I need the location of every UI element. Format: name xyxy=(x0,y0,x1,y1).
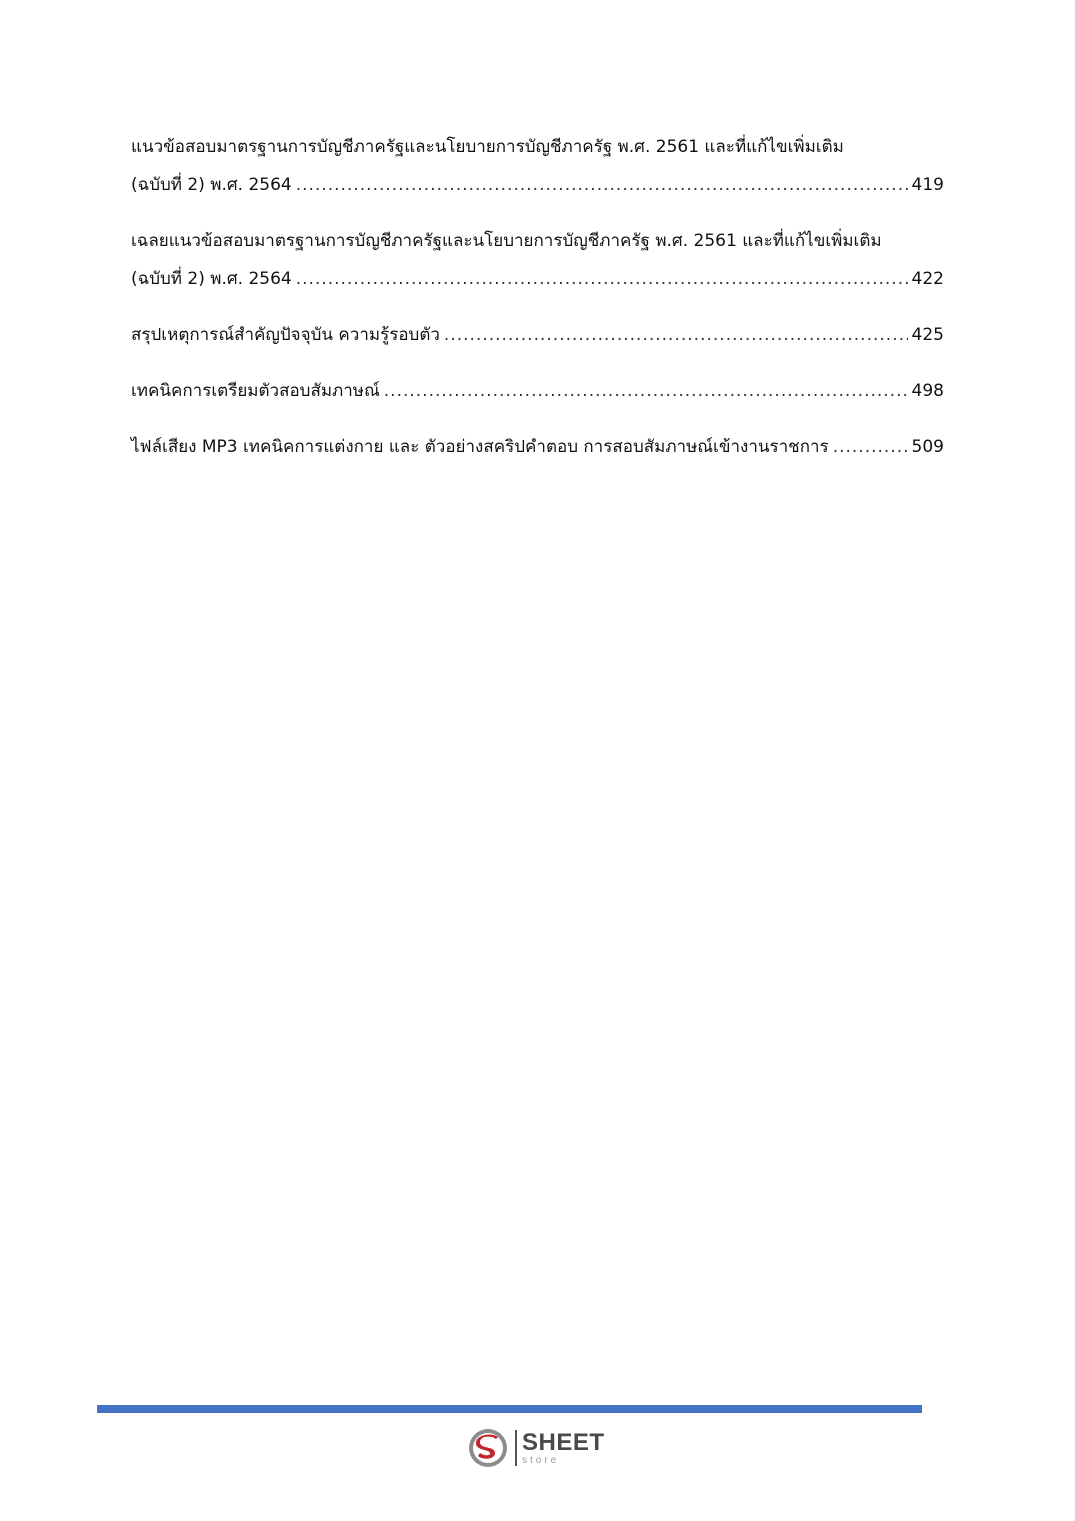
sheet-store-logo xyxy=(467,1425,617,1471)
toc-entry[interactable] xyxy=(131,428,944,466)
logo-divider xyxy=(515,1430,517,1466)
toc-entry-title-line: เฉลยแนวข้อสอบมาตรฐานการบัญชีภาครัฐและนโยบายการบัญชีภาครัฐ พ.ศ. 2561 และที่แก้ไขเพิ่มเติม xyxy=(131,231,882,251)
toc-entry[interactable] xyxy=(131,222,944,298)
table-of-contents xyxy=(131,128,944,484)
toc-page-number: 509 xyxy=(911,437,944,457)
toc-entry-title-line: ไฟล์เสียง MP3 เทคนิคการแต่งกาย และ ตัวอย่างสคริปคำตอบ การสอบสัมภาษณ์เข้างานราชการ xyxy=(131,437,829,457)
toc-dot-leader xyxy=(296,166,908,204)
toc-dot-leader xyxy=(833,428,908,466)
footer-divider-bar xyxy=(97,1405,922,1413)
toc-dot-leader xyxy=(384,372,908,410)
toc-entry-title-line: (ฉบับที่ 2) พ.ศ. 2564 xyxy=(131,175,292,195)
toc-entry-title-line: สรุปเหตุการณ์สำคัญปัจจุบัน ความรู้รอบตัว xyxy=(131,325,440,345)
toc-entry-last-line xyxy=(131,316,944,354)
toc-entry-title-line: เทคนิคการเตรียมตัวสอบสัมภาษณ์ xyxy=(131,381,380,401)
toc-entry-last-line xyxy=(131,428,944,466)
toc-page-number: 419 xyxy=(911,175,944,195)
toc-dot-leader xyxy=(296,260,908,298)
toc-entry-last-line xyxy=(131,372,944,410)
toc-page-number: 498 xyxy=(911,381,944,401)
logo-wordmark xyxy=(522,1428,605,1466)
logo-name: SHEET xyxy=(522,1428,605,1456)
toc-entry-title-line: แนวข้อสอบมาตรฐานการบัญชีภาครัฐและนโยบายการบัญชีภาครัฐ พ.ศ. 2561 และที่แก้ไขเพิ่มเติม xyxy=(131,137,844,157)
toc-entry[interactable] xyxy=(131,316,944,354)
toc-page-number: 425 xyxy=(911,325,944,345)
toc-entry-title-line: (ฉบับที่ 2) พ.ศ. 2564 xyxy=(131,269,292,289)
toc-entry[interactable] xyxy=(131,372,944,410)
toc-entry[interactable] xyxy=(131,128,944,204)
sheet-store-logo-icon xyxy=(467,1427,509,1469)
logo-subtitle: store xyxy=(522,1454,560,1466)
toc-dot-leader xyxy=(444,316,908,354)
toc-page-number: 422 xyxy=(911,269,944,289)
toc-entry-last-line xyxy=(131,166,944,204)
toc-entry-last-line xyxy=(131,260,944,298)
